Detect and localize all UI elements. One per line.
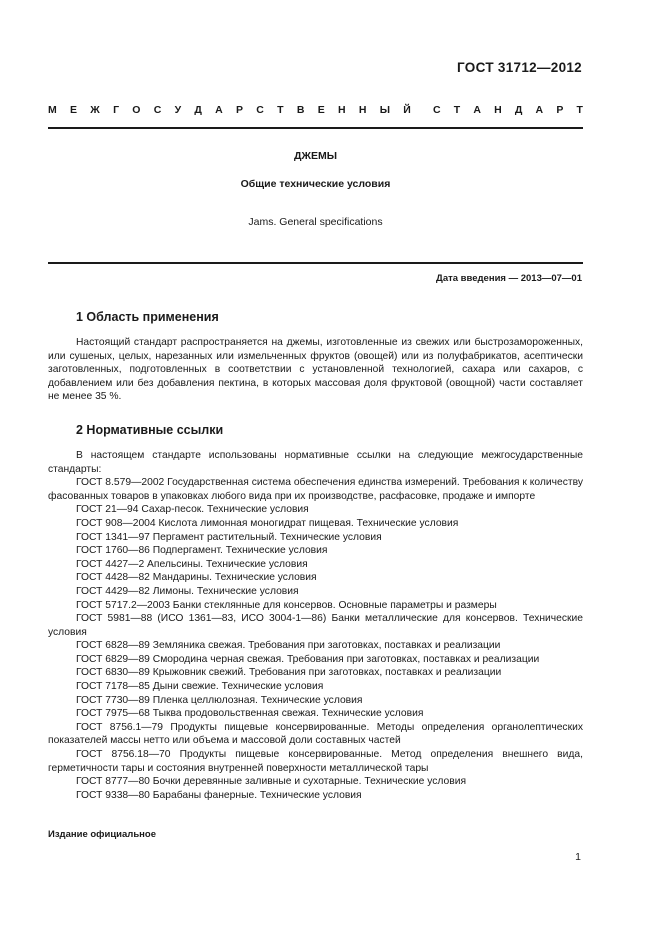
banner-letter: Н (337, 104, 346, 116)
banner-letter: Е (317, 104, 325, 116)
section-heading-normative-references: 2 Нормативные ссылки (76, 422, 224, 437)
reference-item: ГОСТ 6829—89 Смородина черная свежая. Требования при заготовках, поставках и реализации (76, 653, 540, 665)
banner-letter: Д (194, 104, 202, 116)
english-title: Jams. General specifications (248, 216, 383, 228)
banner-letter: Ы (379, 104, 390, 116)
banner-letter: С (433, 104, 441, 116)
introduction-date: Дата введения — 2013—07—01 (436, 273, 582, 284)
document-number: ГОСТ 31712—2012 (457, 60, 582, 75)
banner-letter: Д (514, 104, 523, 116)
banner-letter: А (535, 104, 544, 116)
banner-letter: Е (70, 104, 78, 116)
title-block-divider (48, 262, 583, 264)
references-list (48, 476, 583, 802)
section-heading-scope: 1 Область применения (76, 310, 219, 324)
reference-item: ГОСТ 8756.1—79 Продукты пищевые консервированные. Методы определения органолептических показателей массы нетто или объема и массовой доли составных частей (48, 721, 583, 747)
banner-letter: С (153, 104, 162, 116)
reference-item: ГОСТ 7178—85 Дыни свежие. Технические условия (76, 681, 324, 693)
reference-item: ГОСТ 4427—2 Апельсины. Технические условия (76, 558, 308, 570)
interstate-standard-banner (48, 104, 583, 116)
document-subtitle: Общие технические условия (240, 178, 391, 190)
banner-letter: В (296, 104, 305, 116)
document-body (48, 308, 583, 802)
reference-item: ГОСТ 6830—89 Крыжовник свежий. Требования при заготовках, поставках и реализации (76, 667, 502, 679)
reference-item: ГОСТ 7975—68 Тыква продовольственная свежая. Технические условия (76, 708, 424, 720)
banner-letter: Т (277, 104, 284, 116)
reference-item: ГОСТ 1341—97 Пергамент растительный. Технические условия (76, 531, 382, 543)
references-intro-paragraph: В настоящем стандарте использованы нормативные ссылки на следующие межгосударственные стандарты: (48, 449, 583, 475)
reference-item: ГОСТ 4429—82 Лимоны. Технические условия (76, 585, 299, 597)
header-divider (48, 127, 583, 129)
reference-item: ГОСТ 908—2004 Кислота лимонная моногидрат пищевая. Технические условия (76, 517, 459, 529)
banner-letter: Т (453, 104, 461, 116)
banner-word-standard (433, 104, 583, 116)
scope-paragraph: Настоящий стандарт распространяется на джемы, изготовленные из свежих или быстрозамороженных, или сушеных, целых, нарезанных или измельченных фруктов (овощей) или из полуфабрикатов, асептически заготовленных, подготовленных в соответствии с установленной технологией, сахара или сахаров, с добавлением или без добавления пектина, в которых массовая доля фруктовой (овощной) части составляет не менее 35 %. (48, 337, 583, 403)
banner-letter: Н (494, 104, 502, 116)
banner-letter: А (473, 104, 481, 116)
reference-item: ГОСТ 9338—80 Барабаны фанерные. Технические условия (76, 789, 362, 801)
reference-item: ГОСТ 8756.18—70 Продукты пищевые консервированные. Метод определения внешнего вида, герметичности тары и состояния внутренней поверхности металлической тары (48, 749, 583, 774)
reference-item: ГОСТ 5981—88 (ИСО 1361—83, ИСО 3004-1—86) Банки металлические для консервов. Технические условия (48, 613, 583, 638)
banner-letter: М (48, 104, 57, 116)
document-title: ДЖЕМЫ (294, 150, 337, 162)
reference-item: ГОСТ 8.579—2002 Государственная система обеспечения единства измерений. Требования к количеству фасованных товаров в упаковках любого вида при их производстве, расфасовке, продаже и импорте (48, 477, 583, 502)
banner-letter: У (174, 104, 182, 116)
banner-letter: А (215, 104, 223, 116)
reference-item: ГОСТ 5717.2—2003 Банки стеклянные для консервов. Основные параметры и размеры (76, 599, 497, 611)
banner-letter: Й (403, 104, 411, 116)
banner-word-interstate (48, 104, 411, 116)
reference-item: ГОСТ 7730—89 Пленка целлюлозная. Технические условия (76, 694, 363, 706)
banner-letter: Р (556, 104, 564, 116)
banner-letter: Т (576, 104, 583, 116)
banner-letter: Г (113, 104, 120, 116)
official-edition-label: Издание официальное (48, 829, 156, 840)
banner-letter: Р (236, 104, 244, 116)
banner-letter: Н (358, 104, 367, 116)
reference-item: ГОСТ 21—94 Сахар-песок. Технические условия (76, 504, 309, 516)
reference-item: ГОСТ 1760—86 Подпергамент. Технические условия (76, 545, 328, 557)
reference-item: ГОСТ 8777—80 Бочки деревянные заливные и сухотарные. Технические условия (76, 776, 467, 788)
page-number: 1 (575, 851, 581, 863)
reference-item: ГОСТ 6828—89 Земляника свежая. Требования при заготовках, поставках и реализации (76, 640, 501, 652)
banner-letter: О (132, 104, 141, 116)
reference-item: ГОСТ 4428—82 Мандарины. Технические условия (76, 572, 317, 584)
banner-letter: Ж (90, 104, 100, 116)
banner-letter: С (256, 104, 264, 116)
